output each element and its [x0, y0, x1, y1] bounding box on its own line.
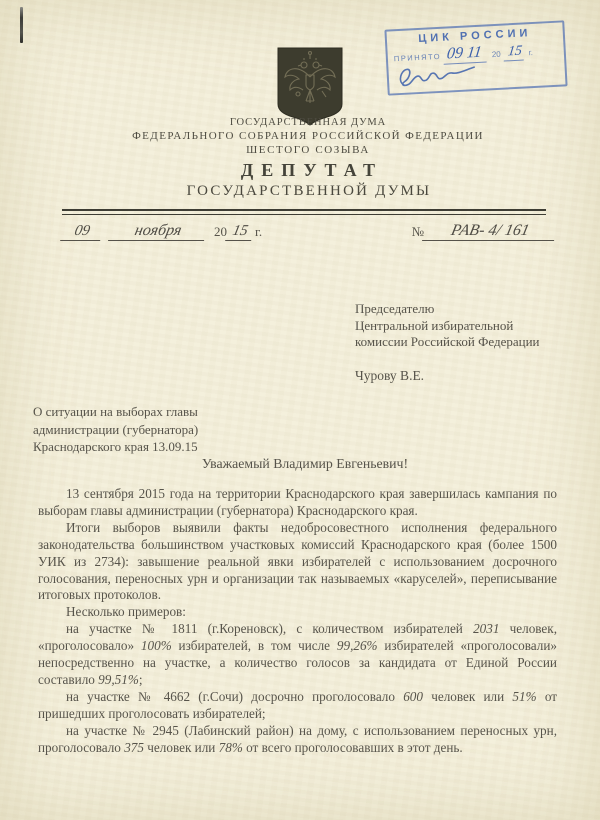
addressee-line: комиссии Российской Федерации	[355, 334, 540, 349]
body-paragraph: Несколько примеров:	[66, 604, 186, 620]
handwritten-number: РАВ- 4/ 161	[422, 222, 558, 241]
stamp-org-name: ЦИК РОССИИ	[418, 27, 532, 45]
body-paragraph: Итоги выборов выявили факты недобросовестного исполнения федерального законодательства большинством участковых комиссий Краснодарского края (более 1500 УИК из 2734): завышение реальной явки избирателей с использованием досрочного голосования, переносных урн и организации так называемых «каруселей», переписывание итоговых протоколов.	[38, 519, 557, 603]
date-group	[62, 222, 262, 241]
cik-receipt-stamp	[384, 20, 567, 95]
letter-body	[38, 486, 557, 757]
body-paragraph: на участке № 1811 (г.Кореновск), с количеством избирателей 2031 человек, «проголосовало» 100% избирателей, в том числе 99,26% избирателей «проголосовали» непосредственно на участке, а количество голосов за кандидата от Единой России составило 99,51%;	[38, 621, 557, 687]
body-paragraph: на участке № 4662 (г.Сочи) досрочно проголосовало 600 человек или 51% от пришедших проголосовать избирателей;	[38, 688, 557, 721]
subject-line: О ситуации на выборах главы	[33, 404, 198, 419]
body-paragraph: на участке № 2945 (Лабинский район) на дому, с использованием переносных урн, проголосовало 375 человек или 78% от всего проголосовавших в этот день.	[38, 722, 557, 755]
date-number-line	[62, 222, 556, 241]
body-paragraph: 13 сентября 2015 года на территории Краснодарского края завершилась кампания по выборам главы администрации (губернатора) Краснодарского края.	[38, 486, 557, 518]
stamp-handwritten-year: 15	[504, 43, 526, 61]
addressee-line: Центральной избирательной	[355, 317, 514, 333]
letterhead-org-block	[8, 116, 600, 157]
stamp-handwritten-date: 09 11	[444, 43, 489, 64]
double-rule	[62, 209, 546, 215]
org-line-2: ФЕДЕРАЛЬНОГО СОБРАНИЯ РОССИЙСКОЙ ФЕДЕРАЦИИ	[132, 130, 484, 142]
org-line-1: ГОСУДАРСТВЕННАЯ ДУМА	[229, 117, 387, 128]
addressee-line: Председателю	[355, 301, 435, 316]
year-prefix: 20	[214, 224, 227, 239]
subject-line: Краснодарского края 13.09.15	[33, 439, 198, 454]
subject-block	[33, 403, 198, 456]
staple-mark	[20, 7, 23, 43]
org-line-3: ШЕСТОГО СОЗЫВА	[246, 144, 370, 156]
number-group	[412, 222, 556, 241]
number-sign: №	[411, 224, 424, 239]
letterhead-subtitle: ГОСУДАРСТВЕННОЙ ДУМЫ	[186, 183, 432, 199]
handwritten-month: ноября	[108, 222, 208, 241]
subject-line: администрации (губернатора)	[33, 421, 199, 437]
handwritten-day: 09	[60, 223, 104, 241]
salutation: Уважаемый Владимир Евгеньевич!	[201, 456, 409, 471]
handwritten-year: 15	[225, 223, 255, 241]
stamp-year-suffix: г.	[528, 48, 534, 58]
stamp-year-prefix: 20	[491, 49, 501, 60]
addressee-block	[355, 301, 540, 351]
letterhead-title: ДЕПУТАТ	[240, 160, 384, 180]
addressee-name: Чурову В.Е.	[355, 368, 425, 383]
stamp-received-label: ПРИНЯТО	[393, 51, 442, 64]
year-suffix: г.	[255, 224, 263, 239]
